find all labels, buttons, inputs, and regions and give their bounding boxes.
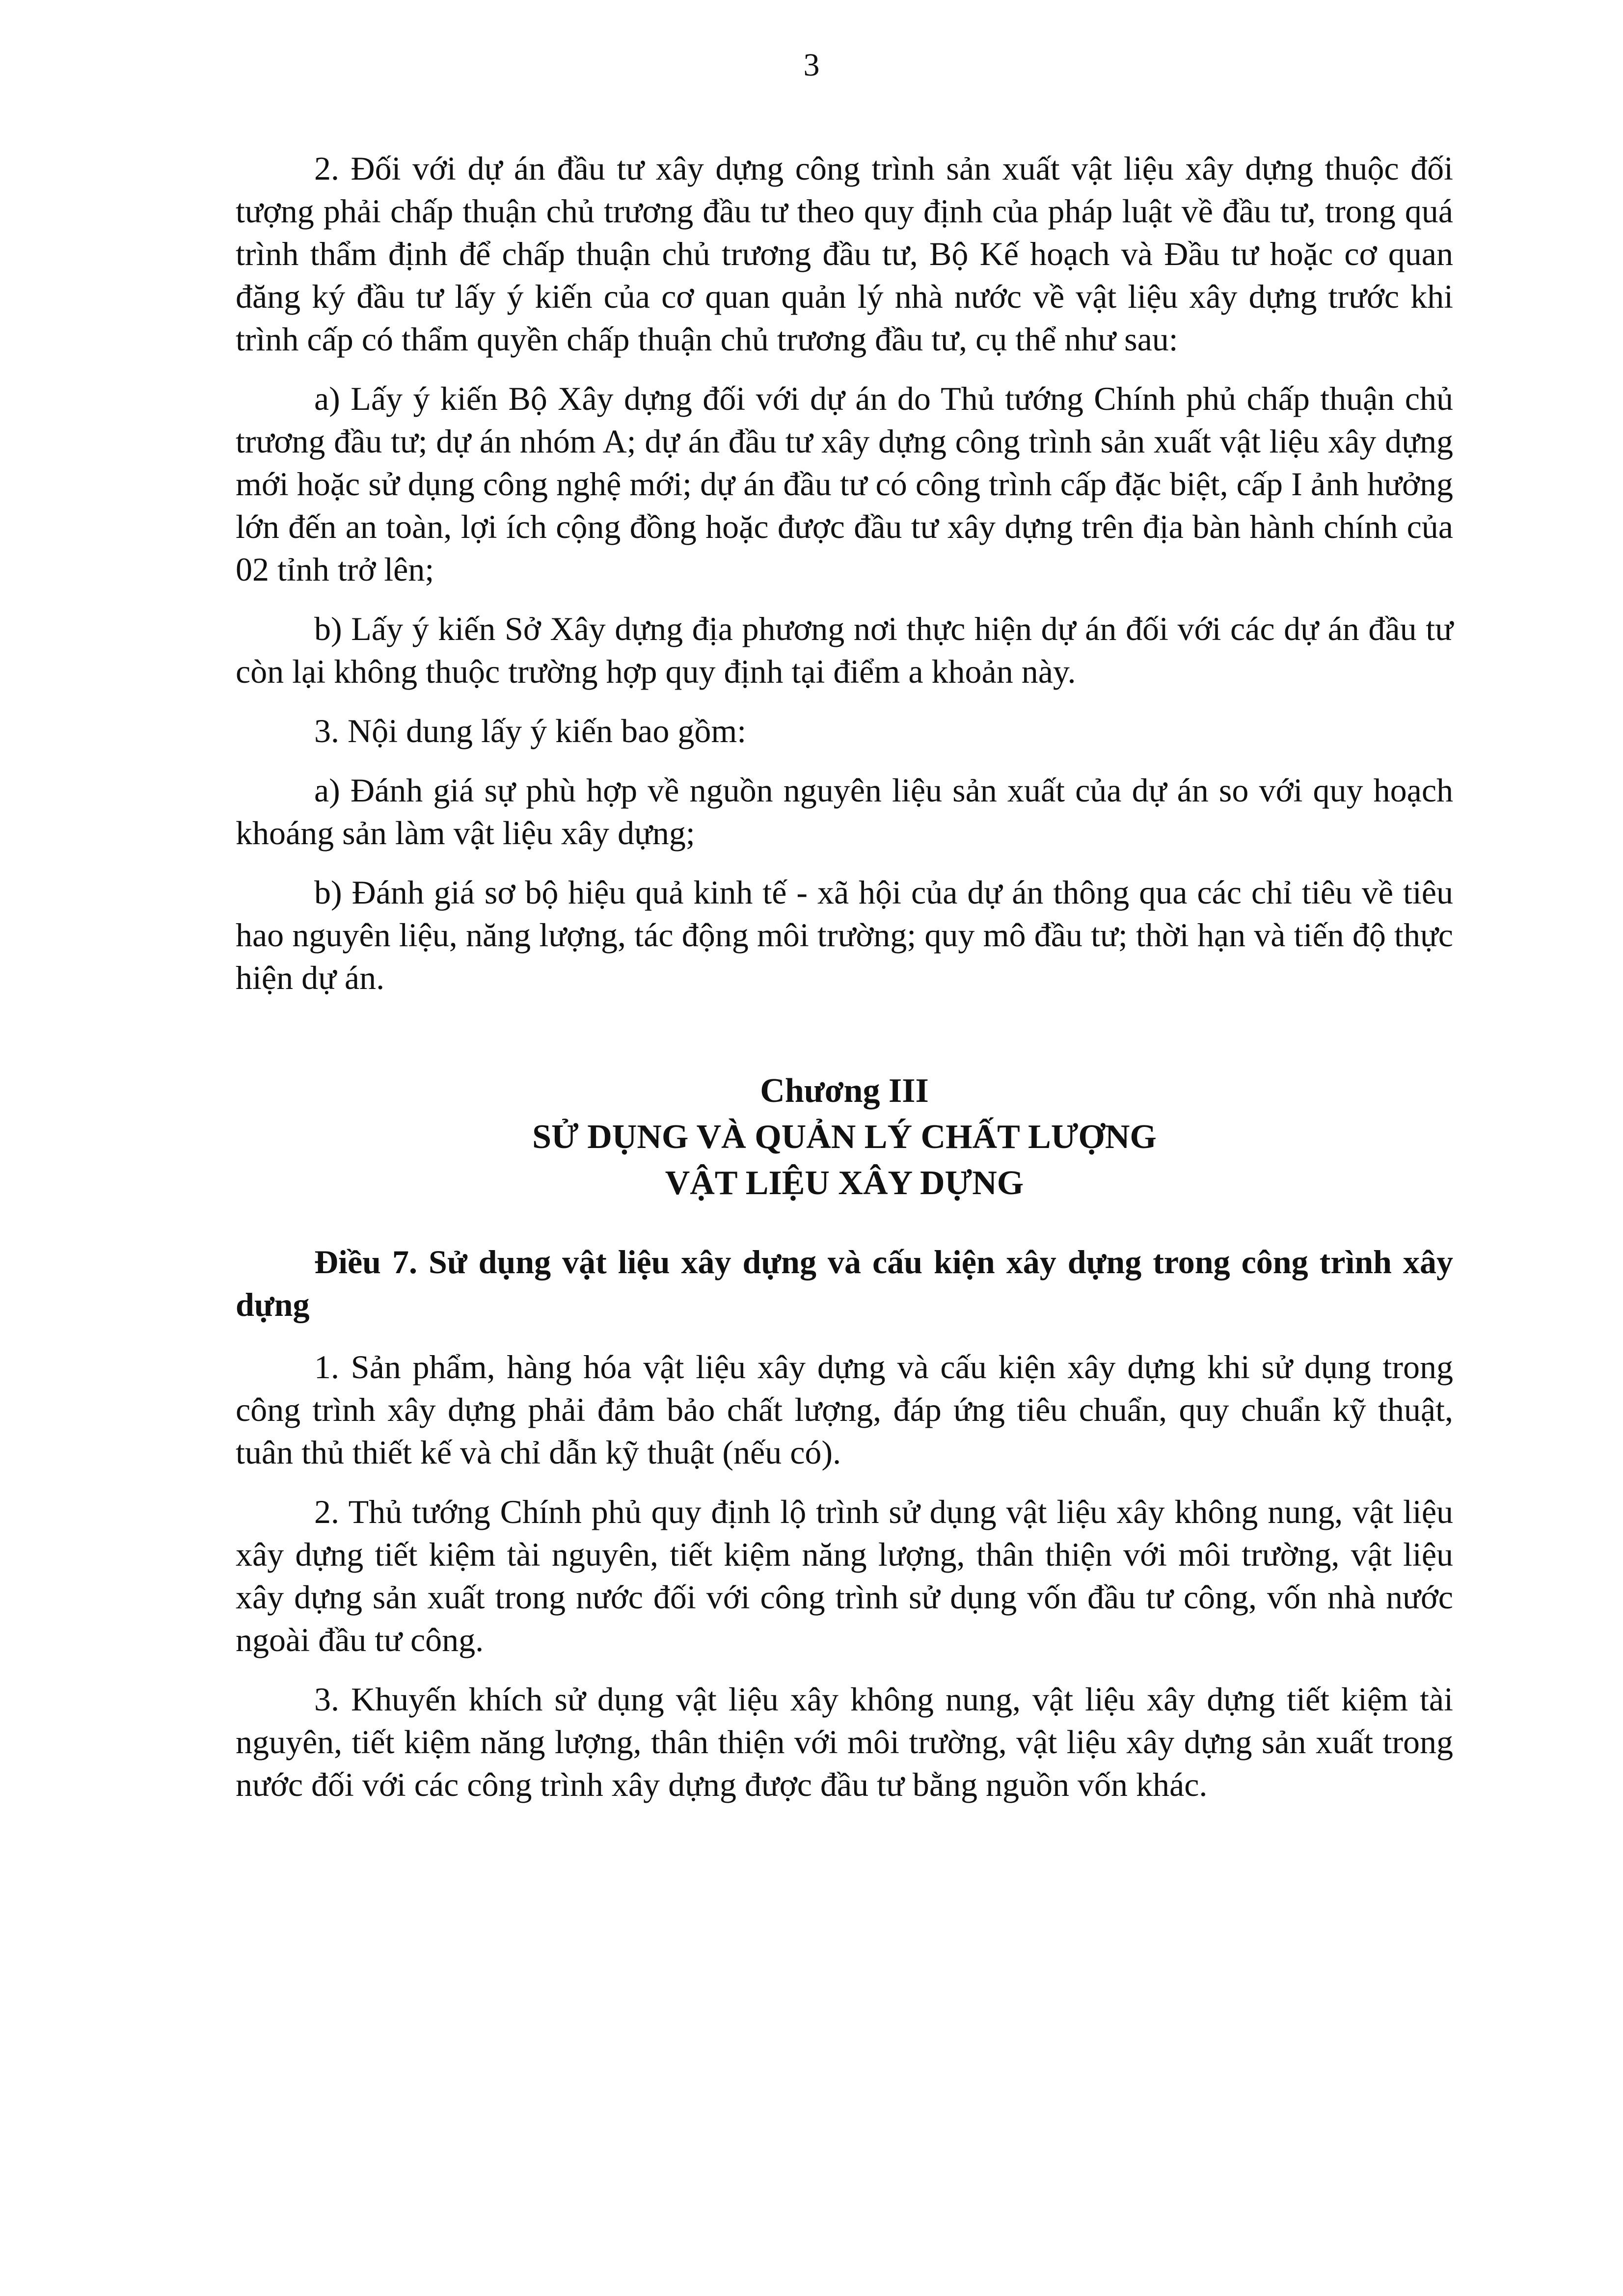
article-7-clause-2: 2. Thủ tướng Chính phủ quy định lộ trình sử dụng vật liệu xây không nung, vật liệu xây dựng tiết kiệm tài nguyên, tiết kiệm năng lượng, thân thiện với môi trường, vật liệu xây dựng sản xuất trong nước đối với công trình sử dụng vốn đầu tư công, vốn nhà nước ngoài đầu tư công. — [236, 1493, 1453, 1658]
article-7-clause-1: 1. Sản phẩm, hàng hóa vật liệu xây dựng và cấu kiện xây dựng khi sử dụng trong công trình xây dựng phải đảm bảo chất lượng, đáp ứng tiêu chuẩn, quy chuẩn kỹ thuật, tuân thủ thiết kế và chỉ dẫn kỹ thuật (nếu có). — [236, 1348, 1453, 1471]
chapter-title-line1: SỬ DỤNG VÀ QUẢN LÝ CHẤT LƯỢNG — [532, 1118, 1157, 1156]
page-number: 3 — [803, 47, 820, 83]
paragraph-3b-socioeconomic: b) Đánh giá sơ bộ hiệu quả kinh tế - xã hội của dự án thông qua các chỉ tiêu về tiêu hao nguyên liệu, năng lượng, tác động môi trường; quy mô đầu tư; thời hạn và tiến độ thực hiện dự án. — [236, 874, 1453, 996]
chapter-label: Chương III — [760, 1072, 929, 1110]
paragraph-3-content-heading: 3. Nội dung lấy ý kiến bao gồm: — [314, 712, 747, 749]
chapter-title-line2: VẬT LIỆU XÂY DỰNG — [665, 1164, 1024, 1202]
chapter-heading — [236, 1068, 1453, 1206]
paragraph-3a-raw-material: a) Đánh giá sự phù hợp về nguồn nguyên liệu sản xuất của dự án so với quy hoạch khoáng sản làm vật liệu xây dựng; — [236, 772, 1453, 852]
article-7-clause-3: 3. Khuyến khích sử dụng vật liệu xây không nung, vật liệu xây dựng tiết kiệm tài nguyên, tiết kiệm năng lượng, thân thiện với môi trường, vật liệu xây dựng sản xuất trong nước đối với các công trình xây dựng được đầu tư bằng nguồn vốn khác. — [236, 1681, 1453, 1803]
paragraph-2-investment-approval: 2. Đối với dự án đầu tư xây dựng công trình sản xuất vật liệu xây dựng thuộc đối tượng phải chấp thuận chủ trương đầu tư theo quy định của pháp luật về đầu tư, trong quá trình thẩm định để chấp thuận chủ trương đầu tư, Bộ Kế hoạch và Đầu tư hoặc cơ quan đăng ký đầu tư lấy ý kiến của cơ quan quản lý nhà nước về vật liệu xây dựng trước khi trình cấp có thẩm quyền chấp thuận chủ trương đầu tư, cụ thể như sau: — [236, 150, 1453, 358]
paragraph-2b-department-opinion: b) Lấy ý kiến Sở Xây dựng địa phương nơi thực hiện dự án đối với các dự án đầu tư còn lại không thuộc trường hợp quy định tại điểm a khoản này. — [236, 610, 1453, 690]
article-7-heading: Điều 7. Sử dụng vật liệu xây dựng và cấu kiện xây dựng trong công trình xây dựng — [236, 1243, 1453, 1323]
document-body — [236, 147, 1453, 1823]
paragraph-2a-ministry-opinion: a) Lấy ý kiến Bộ Xây dựng đối với dự án do Thủ tướng Chính phủ chấp thuận chủ trương đầu tư; dự án nhóm A; dự án đầu tư xây dựng công trình sản xuất vật liệu xây dựng mới hoặc sử dụng công nghệ mới; dự án đầu tư có công trình cấp đặc biệt, cấp I ảnh hưởng lớn đến an toàn, lợi ích cộng đồng hoặc được đầu tư xây dựng trên địa bàn hành chính của 02 tỉnh trở lên; — [236, 380, 1453, 588]
